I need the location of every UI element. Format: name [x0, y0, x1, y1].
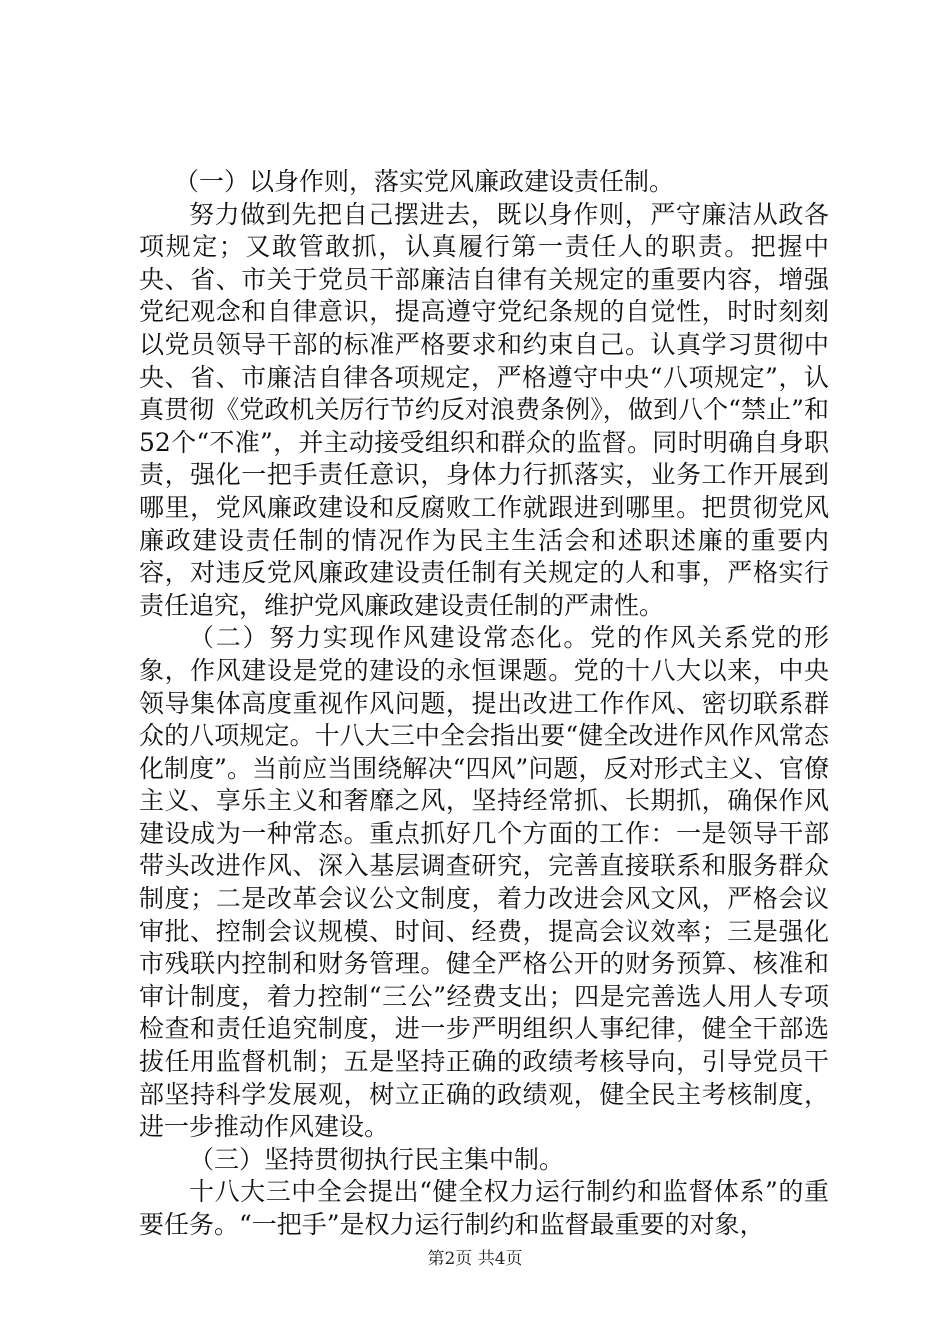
section-heading-1: （一）以身作则，落实党风廉政建设责任制。	[174, 167, 675, 196]
section-heading-3: （三）坚持贯彻执行民主集中制。	[189, 1144, 565, 1174]
document-body	[139, 166, 829, 1242]
page-number-footer: 第2页 共4页	[427, 1249, 523, 1269]
body-paragraph-3: 十八大三中全会提出“健全权力运行制约和监督体系”的重要任务。“一把手”是权力运行制约和监督最重要的对象，	[139, 1177, 829, 1239]
body-paragraph-1: 努力做到先把自己摆进去，既以身作则，严守廉洁从政各项规定；又敢管敢抓，认真履行第一责任人的职责。把握中央、省、市关于党员干部廉洁自律有关规定的重要内容，增强党纪观念和自律意识，提高遵守党纪条规的自觉性，时时刻刻以党员领导干部的标准严格要求和约束自己。认真学习贯彻中央、省、市廉洁自律各项规定，严格遵守中央“八项规定”，认真贯彻《党政机关厉行节约反对浪费条例》，做到八个“禁止”和52个“不准”，并主动接受组织和群众的监督。同时明确自身职责，强化一把手责任意识，身体力行抓落实，业务工作开展到哪里，党风廉政建设和反腐败工作就跟进到哪里。把贯彻党风廉政建设责任制的情况作为民主生活会和述职述廉的重要内容，对违反党风廉政建设责任制有关规定的人和事，严格实行责任追究，维护党风廉政建设责任制的严肃性。	[139, 199, 829, 620]
section-paragraph-2: （二）努力实现作风建设常态化。党的作风关系党的形象，作风建设是党的建设的永恒课题。党的十八大以来，中央领导集体高度重视作风问题，提出改进工作作风、密切联系群众的八项规定。十八大三中全会指出要“健全改进作风作风常态化制度”。当前应当围绕解决“四风”问题，反对形式主义、官僚主义、享乐主义和奢靡之风，坚持经常抓、长期抓，确保作风建设成为一种常态。重点抓好几个方面的工作：一是领导干部带头改进作风、深入基层调查研究，完善直接联系和服务群众制度；二是改革会议公文制度，着力改进会风文风，严格会议审批、控制会议规模、时间、经费，提高会议效率；三是强化市残联内控制和财务管理。健全严格公开的财务预算、核准和审计制度，着力控制“三公”经费支出；四是完善选人用人专项检查和责任追究制度，进一步严明组织人事纪律，健全干部选拔任用监督机制；五是坚持正确的政绩考核导向，引导党员干部坚持科学发展观，树立正确的政绩观，健全民主考核制度，进一步推动作风建设。	[139, 623, 829, 1142]
